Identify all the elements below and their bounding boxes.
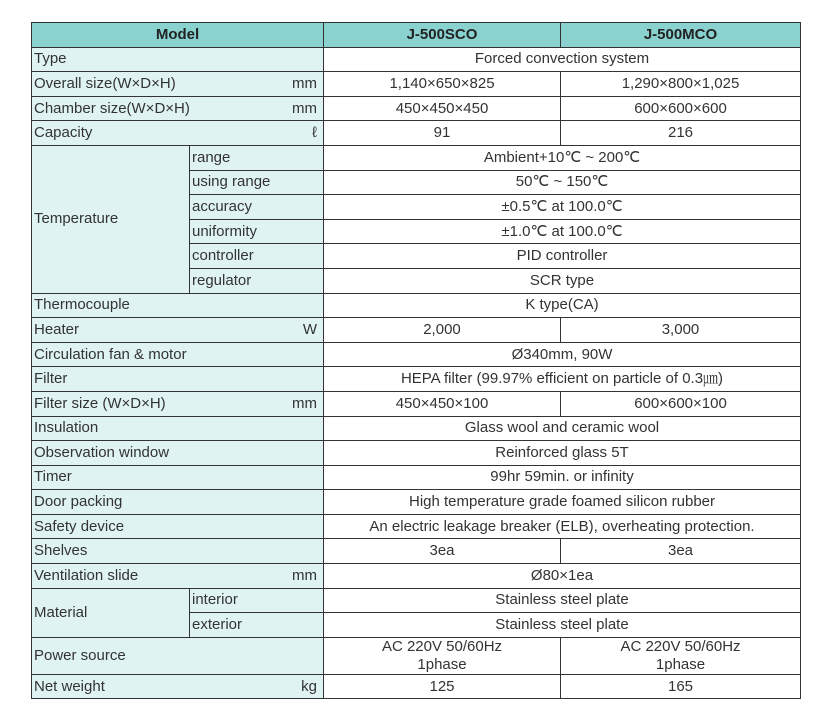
row-value-thermocouple: K type(CA)	[324, 293, 801, 318]
table-row	[32, 637, 801, 674]
table-header-row	[32, 23, 801, 48]
value-j500mco-shelves: 3ea	[561, 539, 801, 564]
value-temp-range: Ambient+10℃ ~ 200℃	[324, 145, 801, 170]
row-label-net-weight	[32, 674, 324, 699]
row-label-capacity	[32, 121, 324, 146]
value-j500sco-power	[324, 637, 561, 674]
row-label-chamber-size	[32, 96, 324, 121]
sub-label-controller: controller	[190, 244, 324, 269]
row-value-timer: 99hr 59min. or infinity	[324, 465, 801, 490]
row-label-door-packing: Door packing	[32, 490, 324, 515]
sub-label-range: range	[190, 145, 324, 170]
table-row	[32, 342, 801, 367]
label-text: Capacity	[34, 124, 93, 142]
sub-label-exterior: exterior	[190, 613, 324, 638]
row-label-power-source: Power source	[32, 637, 324, 674]
value-j500sco-chamber: 450×450×450	[324, 96, 561, 121]
table-row	[32, 367, 801, 392]
label-text: Heater	[34, 320, 80, 338]
table-row	[32, 465, 801, 490]
row-label-shelves: Shelves	[32, 539, 324, 564]
row-label-safety-device: Safety device	[32, 514, 324, 539]
label-text: Filter size (W×D×H)	[34, 394, 166, 412]
value-temp-uniformity: ±1.0℃ at 100.0℃	[324, 219, 801, 244]
unit-text: mm	[292, 74, 317, 92]
value-temp-accuracy: ±0.5℃ at 100.0℃	[324, 195, 801, 220]
unit-text: mm	[292, 99, 317, 117]
row-value-observation-window: Reinforced glass 5T	[324, 441, 801, 466]
header-model: Model	[32, 23, 324, 48]
row-label-thermocouple: Thermocouple	[32, 293, 324, 318]
row-label-filter: Filter	[32, 367, 324, 392]
table-row	[32, 145, 801, 170]
power-line-1: AC 220V 50/60Hz	[381, 637, 503, 655]
header-j500mco: J-500MCO	[561, 23, 801, 48]
row-label-material: Material	[32, 588, 190, 637]
value-j500sco-capacity: 91	[324, 121, 561, 146]
row-label-fan: Circulation fan & motor	[32, 342, 324, 367]
value-j500sco-heater: 2,000	[324, 318, 561, 343]
value-j500mco-filter-size: 600×600×100	[561, 391, 801, 416]
unit-text: W	[302, 320, 317, 338]
table-row	[32, 564, 801, 589]
row-value-fan: Ø340mm, 90W	[324, 342, 801, 367]
value-temp-using-range: 50℃ ~ 150℃	[324, 170, 801, 195]
table-row	[32, 121, 801, 146]
table-row	[32, 490, 801, 515]
value-j500mco-overall: 1,290×800×1,025	[561, 72, 801, 97]
table-row	[32, 416, 801, 441]
header-j500sco: J-500SCO	[324, 23, 561, 48]
table-row	[32, 588, 801, 613]
sub-label-regulator: regulator	[190, 268, 324, 293]
label-text: Net weight	[34, 677, 105, 695]
value-temp-regulator: SCR type	[324, 268, 801, 293]
table-row	[32, 539, 801, 564]
sub-label-interior: interior	[190, 588, 324, 613]
label-text: Ventilation slide	[34, 566, 139, 584]
unit-text: mm	[292, 394, 317, 412]
table-row	[32, 514, 801, 539]
sub-label-accuracy: accuracy	[190, 195, 324, 220]
value-j500sco-overall: 1,140×650×825	[324, 72, 561, 97]
value-j500sco-filter-size: 450×450×100	[324, 391, 561, 416]
value-j500mco-capacity: 216	[561, 121, 801, 146]
table-row	[32, 674, 801, 699]
unit-text: ℓ	[312, 124, 317, 142]
table-row	[32, 293, 801, 318]
label-text: Overall size(W×D×H)	[34, 74, 176, 92]
row-label-overall-size	[32, 72, 324, 97]
row-value-filter: HEPA filter (99.97% efficient on particle of 0.3㎛)	[324, 367, 801, 392]
value-j500mco-power	[561, 637, 801, 674]
row-label-filter-size	[32, 391, 324, 416]
table-row	[32, 441, 801, 466]
table-row	[32, 47, 801, 72]
table-row	[32, 72, 801, 97]
value-j500mco-chamber: 600×600×600	[561, 96, 801, 121]
row-value-insulation: Glass wool and ceramic wool	[324, 416, 801, 441]
value-j500mco-heater: 3,000	[561, 318, 801, 343]
value-material-exterior: Stainless steel plate	[324, 613, 801, 638]
row-value-safety-device: An electric leakage breaker (ELB), overheating protection.	[324, 514, 801, 539]
value-j500sco-shelves: 3ea	[324, 539, 561, 564]
table-row	[32, 391, 801, 416]
row-value-type: Forced convection system	[324, 47, 801, 72]
row-label-observation-window: Observation window	[32, 441, 324, 466]
sub-label-uniformity: uniformity	[190, 219, 324, 244]
label-text: Chamber size(W×D×H)	[34, 99, 190, 117]
row-value-ventilation-slide: Ø80×1ea	[324, 564, 801, 589]
row-label-temperature: Temperature	[32, 145, 190, 293]
power-line-1: AC 220V 50/60Hz	[620, 637, 741, 655]
unit-text: kg	[301, 677, 317, 695]
value-material-interior: Stainless steel plate	[324, 588, 801, 613]
row-label-timer: Timer	[32, 465, 324, 490]
value-temp-controller: PID controller	[324, 244, 801, 269]
power-line-2: 1phase	[655, 655, 706, 673]
sub-label-using-range: using range	[190, 170, 324, 195]
value-j500mco-weight: 165	[561, 674, 801, 699]
row-label-heater	[32, 318, 324, 343]
unit-text: mm	[292, 566, 317, 584]
row-label-type: Type	[32, 47, 324, 72]
row-label-ventilation-slide	[32, 564, 324, 589]
value-j500sco-weight: 125	[324, 674, 561, 699]
row-label-insulation: Insulation	[32, 416, 324, 441]
table-row	[32, 96, 801, 121]
row-value-door-packing: High temperature grade foamed silicon rubber	[324, 490, 801, 515]
spec-table	[31, 22, 801, 699]
power-line-2: 1phase	[417, 655, 467, 673]
table-row	[32, 318, 801, 343]
